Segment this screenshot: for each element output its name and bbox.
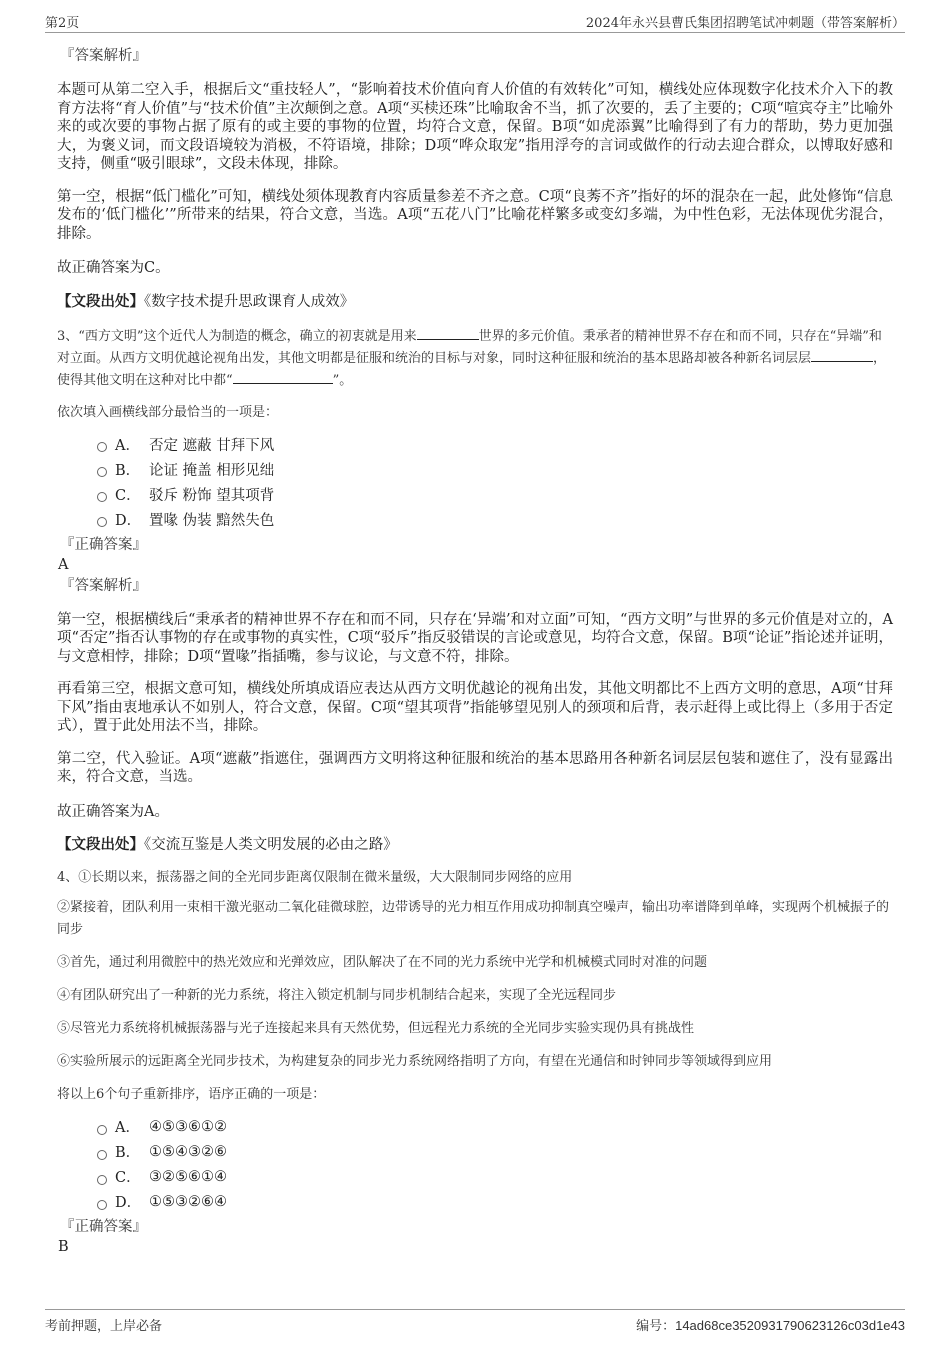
q2-source-tag: 【文段出处】 [57, 292, 144, 310]
q2-source [57, 292, 893, 312]
page-header [45, 12, 905, 33]
q3-analysis-p1: 第一空，根据横线后“秉承者的精神世界不存在和而不同，只存在‘异端’和对立面”可知，“西方文明”与世界的多元价值是对立的，A项“否定”指否认事物的存在或事物的真实性，C项“驳斥”指反驳错误的言论或意见，均符合文意，保留。B项“论证”指论述并证明，与文意相悖，排除；D项“置喙”指插嘴，参与议论，与文意不符，排除。 [57, 611, 893, 665]
document-title: 2024年永兴县曹氏集团招聘笔试冲刺题（带答案解析） [585, 16, 905, 31]
q3-stem-b: 世界的多元价值。秉承者的精神世界不存在和而不同，只存在“异端”和对立面。从西方文明优越论视角出发，其他文明都是征服和统治的目标与对象，同时这种征服和统治的基本思路却被各种新名词层层 [57, 328, 882, 366]
q3-analysis-label: 『答案解析』 [60, 577, 147, 594]
q4-sentence-1: 4、①长期以来，振荡器之间的全光同步距离仅限制在微米量级，大大限制同步网络的应用 [57, 870, 573, 885]
q4-sentence-4: ④有团队研究出了一种新的光力系统，将注入锁定机制与同步机制结合起来，实现了全光远程同步 [57, 988, 617, 1003]
q4-option-a[interactable]: A． ④⑤③⑥①② [97, 1114, 893, 1139]
q3-option-b[interactable]: B． 论证 掩盖 相形见绌 [97, 457, 893, 482]
page-content [57, 40, 893, 1256]
code-value: 14ad68ce3520931790623126c03d1e43 [675, 1318, 905, 1333]
q3-analysis-p3: 第二空，代入验证。A项“遮蔽”指遮住，强调西方文明将这种征服和统治的基本思路用各种新名词层层包装和遮住了，没有显露出来，符合文意，当选。 [57, 750, 893, 785]
q3-option-d[interactable]: D． 置喙 伪装 黯然失色 [97, 507, 893, 532]
q3-options [97, 432, 893, 532]
q4-option-c[interactable]: C． ③②⑤⑥①④ [97, 1164, 893, 1189]
q2-analysis-label: 『答案解析』 [60, 48, 147, 64]
q3-stem [57, 326, 893, 392]
q2-source-title: 《数字技术提升思政课育人成效》 [144, 293, 355, 310]
q3-option-c[interactable]: C． 驳斥 粉饰 望其项背 [97, 482, 893, 507]
q3-source-tag: 【文段出处】 [57, 836, 144, 853]
code-label: 编号： [636, 1319, 676, 1334]
q2-analysis-p1: 本题可从第二空入手，根据后文“重技轻人”，“影响着技术价值向育人价值的有效转化”可知，横线处应体现数字化技术介入下的教育方法将“育人价值”与“技术价值”主次颠倒之意。A项“买椟还珠”比喻取舍不当，抓了次要的，丢了主要的；C项“喧宾夺主”比喻外来的或次要的事物占据了原有的或主要的事物的位置，均符合文意，保留。B项“如虎添翼”比喻得到了有力的帮助，势力更加强大，为褒义词，而文段语境较为消极，不符语境，排除；D项“哗众取宠”指用浮夸的言词或做作的行动去迎合群众，以博取好感和支持，侧重“吸引眼球”，文段未体现，排除。 [57, 82, 893, 172]
q4-options [97, 1114, 893, 1214]
q4-sentence-3: ③首先，通过利用微腔中的热光效应和光弹效应，团队解决了在不同的光力系统中光学和机械模式同时对准的问题 [57, 955, 708, 970]
page-footer [45, 1309, 905, 1336]
q4-sentence-6: ⑥实验所展示的远距离全光同步技术，为构建复杂的同步光力系统网络指明了方向，有望在光通信和时钟同步等领域得到应用 [57, 1054, 773, 1069]
q3-analysis-p2: 再看第三空，根据文意可知，横线处所填成语应表达从西方文明优越论的视角出发，其他文明都比不上西方文明的意思，A项“甘拜下风”指由衷地承认不如别人，符合文意，保留。C项“望其项背”指能够望见别人的颈项和后背，表示赶得上或比得上（多用于否定式），置于此处用法不当，排除。 [57, 681, 893, 734]
radio-icon[interactable] [97, 1150, 107, 1160]
q3-source-title: 《交流互鉴是人类文明发展的必由之路》 [144, 837, 398, 853]
q3-instruction: 依次填入画横线部分最恰当的一项是： [57, 404, 279, 420]
q3-blank-1 [417, 327, 479, 340]
q4-sentence-5: ⑤尽管光力系统将机械振荡器与光子连接起来具有天然优势，但远程光力系统的全光同步实验实现仍具有挑战性 [57, 1021, 695, 1036]
q3-stem-a: 3、“西方文明”这个近代人为制造的概念，确立的初衷就是用来 [57, 328, 417, 344]
footer-slogan: 考前押题，上岸必备 [45, 1319, 163, 1334]
q2-analysis-p3: 故正确答案为C。 [57, 260, 170, 276]
q4-option-d[interactable]: D． ①⑤③②⑥④ [97, 1189, 893, 1214]
q2-analysis-p2: 第一空，根据“低门槛化”可知，横线处须体现教育内容质量参差不齐之意。C项“良莠不齐”指好的坏的混杂在一起，此处修饰“信息发布的‘低门槛化’”所带来的结果，符合文意，当选。A项“五花八门”比喻花样繁多或变幻多端，为中性色彩，无法体现优劣混合，排除。 [57, 188, 893, 242]
page-number: 第2页 [45, 16, 80, 31]
q3-stem-c: ，使得其他文明在这种对比中都“ [57, 350, 887, 388]
q4-correct-label: 『正确答案』 [60, 1219, 147, 1235]
radio-icon[interactable] [97, 1125, 107, 1135]
q3-option-a[interactable]: A． 否定 遮蔽 甘拜下风 [97, 432, 893, 457]
radio-icon[interactable] [97, 467, 107, 477]
radio-icon[interactable] [97, 492, 107, 502]
radio-icon[interactable] [97, 1200, 107, 1210]
q3-blank-3 [233, 371, 333, 384]
document-code [636, 1315, 905, 1334]
q3-correct-answer: A [58, 556, 69, 573]
radio-icon[interactable] [97, 442, 107, 452]
q3-blank-2 [811, 349, 873, 362]
radio-icon[interactable] [97, 517, 107, 527]
q3-analysis-p4: 故正确答案为A。 [57, 803, 169, 820]
radio-icon[interactable] [97, 1175, 107, 1185]
q3-correct-label: 『正确答案』 [60, 536, 147, 553]
q4-correct-answer: B [58, 1239, 69, 1255]
q4-sentence-2: ②紧接着，团队利用一束相干激光驱动二氧化硅微球腔，边带诱导的光力相互作用成功抑制真空噪声，输出功率谱降到单峰，实现两个机械振子的同步 [57, 900, 890, 937]
q4-instruction: 将以上6个句子重新排序，语序正确的一项是： [57, 1087, 326, 1102]
q3-source [57, 835, 893, 855]
q3-stem-d: ”。 [332, 372, 353, 388]
q4-option-b[interactable]: B． ①⑤④③②⑥ [97, 1139, 893, 1164]
